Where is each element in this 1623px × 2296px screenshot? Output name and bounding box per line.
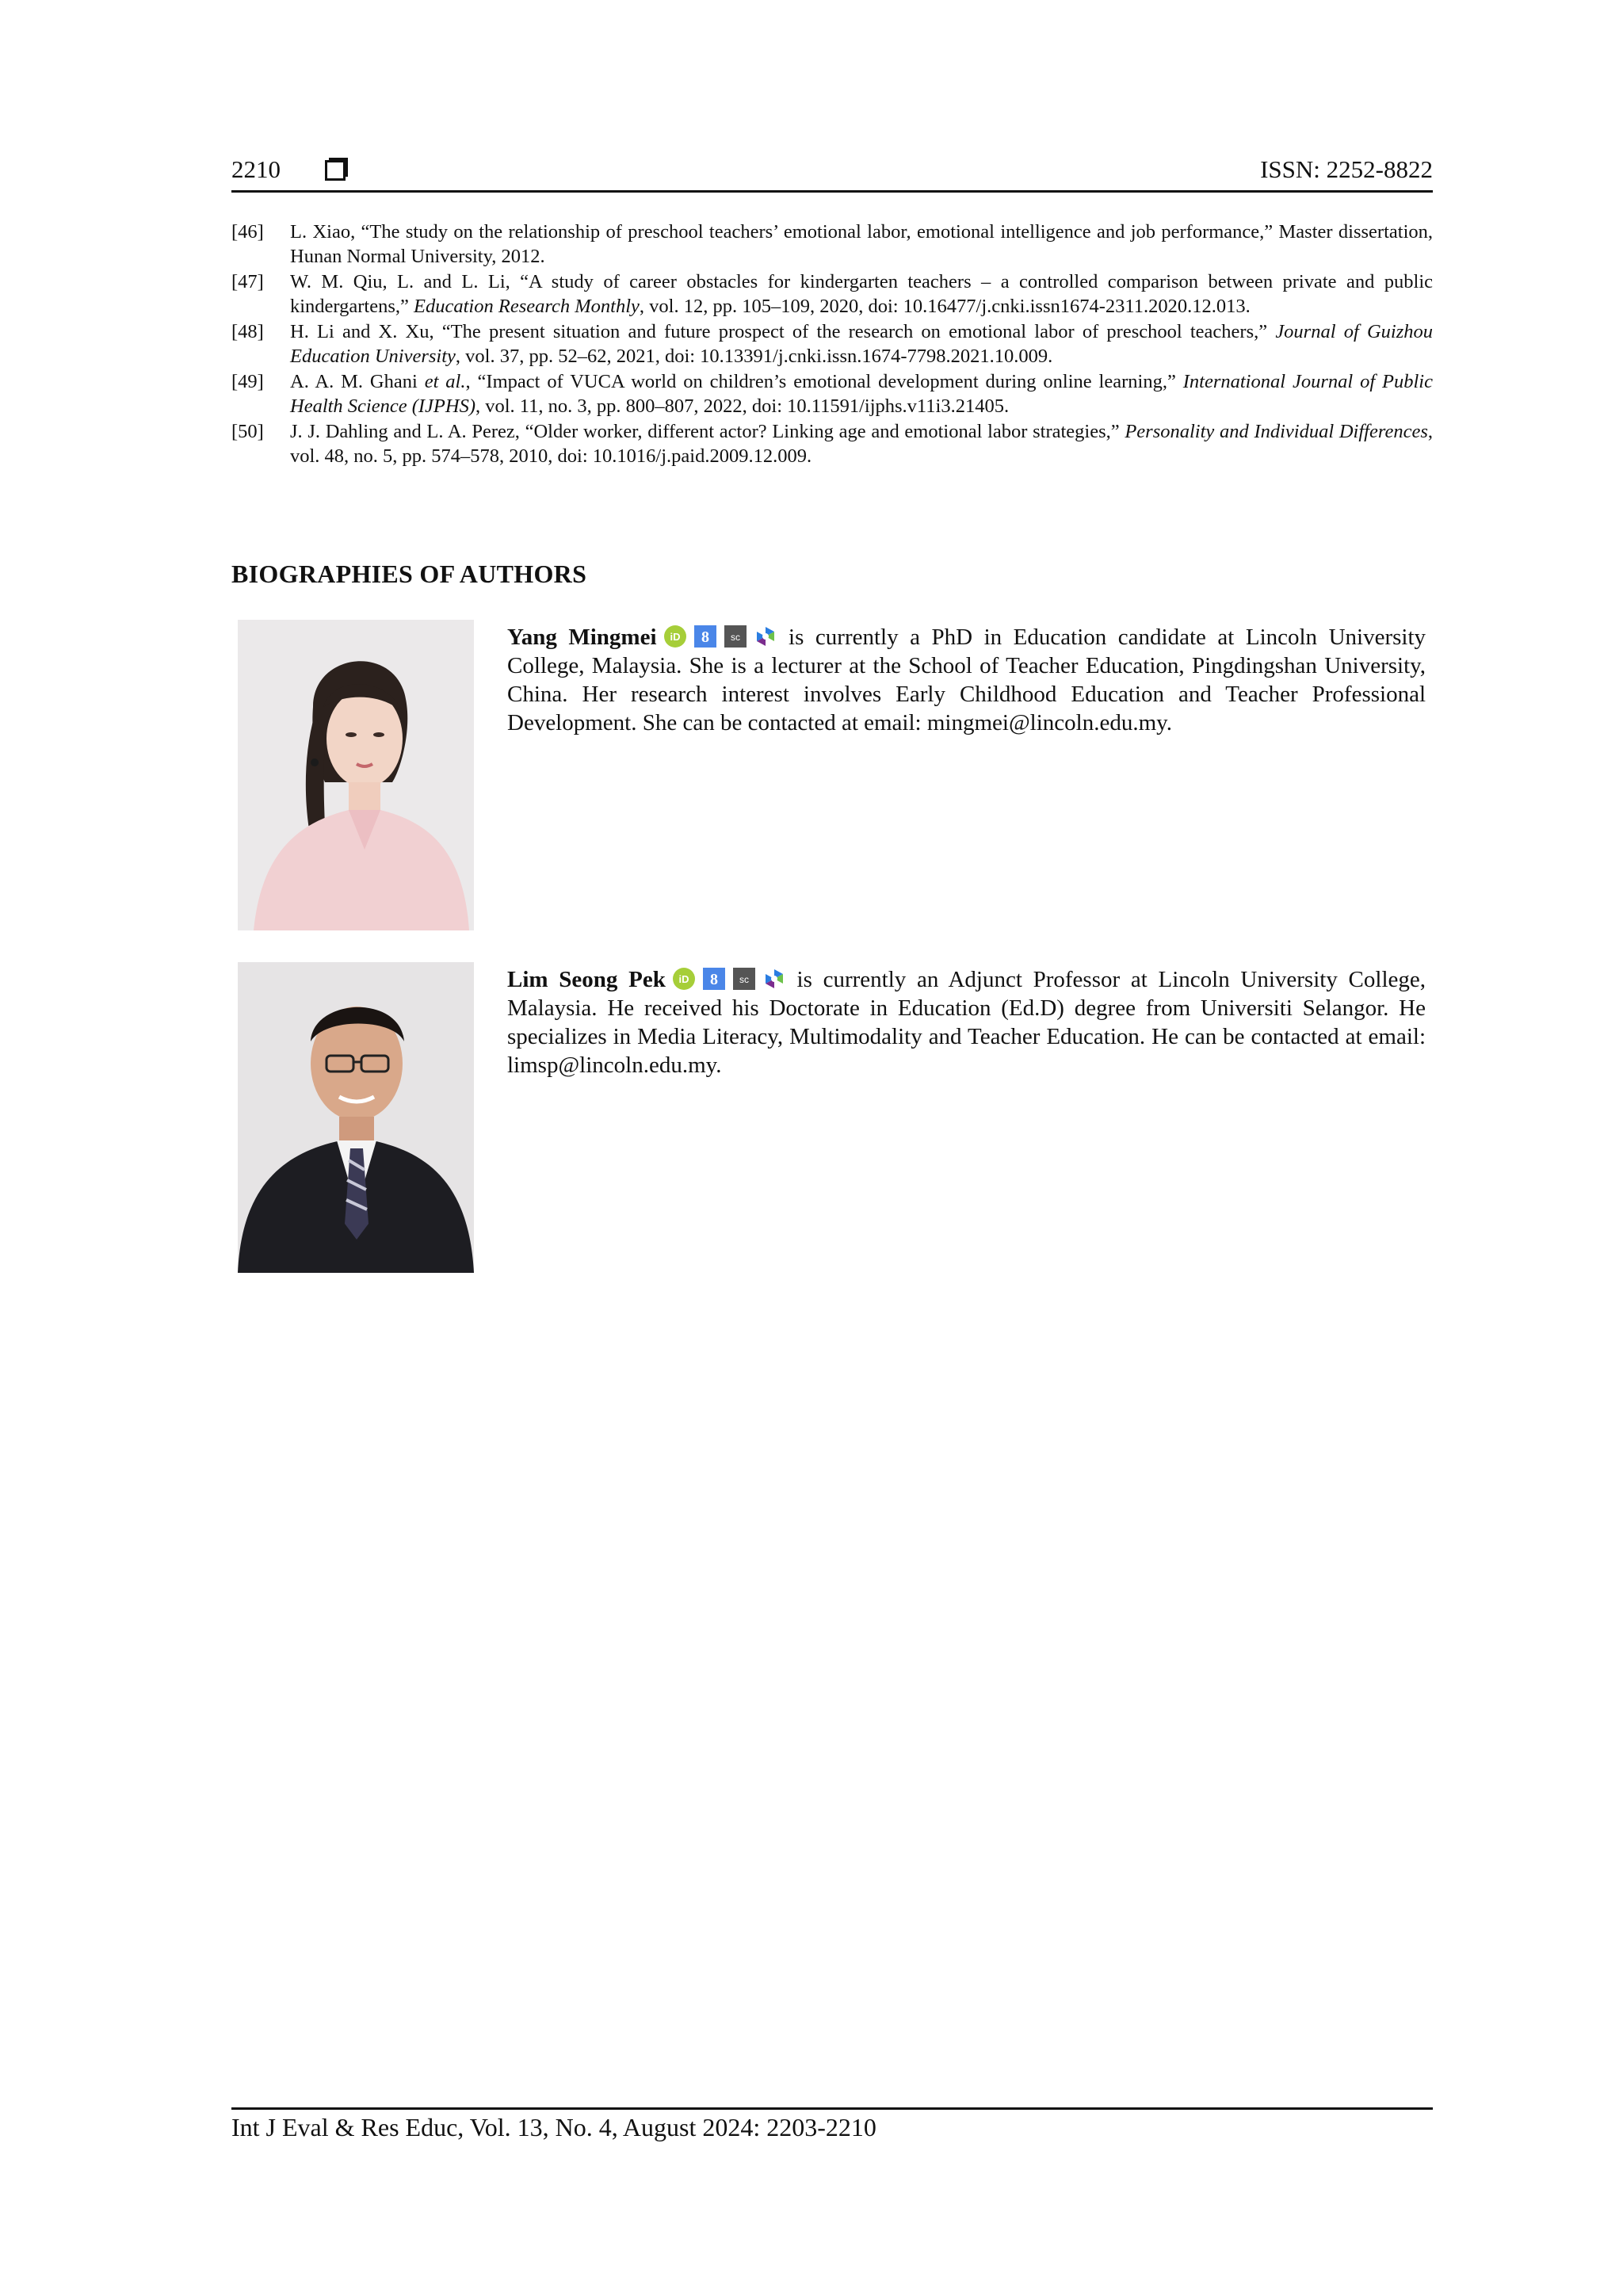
reference-text: A. A. M. Ghani et al., “Impact of VUCA world on children’s emotional development during online learning,” International Journal of Public Health Science (IJPHS), vol. 11, no. 3, pp. 800–807, 2022, doi: 10.11591/ijphs.v11i3.21405.: [290, 371, 1433, 417]
footer-citation: Int J Eval & Res Educ, Vol. 13, No. 4, August 2024: 2203-2210: [231, 2113, 876, 2141]
reference-text: H. Li and X. Xu, “The present situation and future prospect of the research on emotional labor of preschool teachers,” Journal of Guizhou Education University, vol. 37, pp. 52–62, 2021, doi: 10.13391/j.cnki.issn.1674-7798.2021.10.009.: [290, 321, 1434, 367]
reference-number: [47]: [231, 271, 264, 292]
page-number: 2210: [231, 155, 281, 183]
reference-item: [231, 369, 1433, 418]
author-bio-description: is currently a PhD in Education candidate at Lincoln University College, Malaysia. She is a lecturer at the School of Teacher Education, Pingdingshan University, China. Her research interest involves Early Childhood Education and Teacher Professional Development. She can be contacted at email: mingmei@lincoln.edu.my.: [507, 625, 1426, 735]
page-footer: [231, 2107, 1433, 2142]
author-name: Yang Mingmei: [507, 625, 657, 650]
reference-number: [46]: [231, 221, 264, 243]
publons-icon[interactable]: [754, 625, 777, 648]
reference-number: [49]: [231, 371, 264, 392]
reference-text: L. Xiao, “The study on the relationship of preschool teachers’ emotional labor, emotional intelligence and job performance,” Master dissertation, Hunan Normal University, 2012.: [290, 221, 1433, 267]
author-bio-description: is currently an Adjunct Professor at Lincoln University College, Malaysia. He received his Doctorate in Education (Ed.D) degree from Universiti Selangor. He specializes in Media Literacy, Multimodality and Teacher Education. He can be contacted at email: limsp@lincoln.edu.my.: [507, 967, 1426, 1078]
reference-text: J. J. Dahling and L. A. Perez, “Older worker, different actor? Linking age and emotional labor strategies,” Personality and Individual Differences, vol. 48, no. 5, pp. 574–578, 2010, doi: 10.1016/j.paid.2009.12.009.: [290, 421, 1433, 467]
svg-text:sc: sc: [739, 974, 749, 985]
reference-item: [231, 220, 1433, 269]
svg-text:iD: iD: [678, 973, 689, 985]
reference-text: W. M. Qiu, L. and L. Li, “A study of career obstacles for kindergarten teachers – a controlled comparison between private and public kindergartens,” Education Research Monthly, vol. 12, pp. 105–109, 2020, doi: 10.16477/j.cnki.issn1674-2311.2020.12.013.: [290, 271, 1433, 317]
scopus-icon[interactable]: [732, 967, 756, 991]
author-bio-text: [507, 623, 1426, 737]
svg-text:sc: sc: [730, 632, 740, 643]
svg-text:iD: iD: [670, 631, 681, 643]
author-photo-illustration: [238, 620, 474, 930]
biographies-heading: BIOGRAPHIES OF AUTHORS: [231, 560, 587, 588]
publons-icon[interactable]: [762, 967, 786, 991]
author-photo-illustration: [238, 962, 474, 1273]
author-bio-text: [507, 965, 1426, 1079]
orcid-icon[interactable]: [663, 625, 687, 648]
author-name: Lim Seong Pek: [507, 967, 666, 992]
reference-item: [231, 269, 1433, 319]
author-photo: [238, 620, 474, 930]
reference-list: [231, 220, 1433, 469]
square-bullet-icon: [325, 160, 346, 181]
scopus-icon[interactable]: [724, 625, 747, 648]
reference-item: [231, 419, 1433, 468]
issn-label: ISSN: 2252-8822: [1260, 155, 1433, 183]
orcid-icon[interactable]: [672, 967, 696, 991]
author-photo: [238, 962, 474, 1273]
page-header: [231, 155, 1433, 193]
google-scholar-icon[interactable]: [702, 967, 726, 991]
reference-item: [231, 319, 1433, 369]
reference-number: [48]: [231, 321, 264, 342]
google-scholar-icon[interactable]: [693, 625, 717, 648]
svg-text:8: 8: [701, 628, 709, 646]
svg-text:8: 8: [709, 971, 718, 988]
reference-number: [50]: [231, 421, 264, 442]
